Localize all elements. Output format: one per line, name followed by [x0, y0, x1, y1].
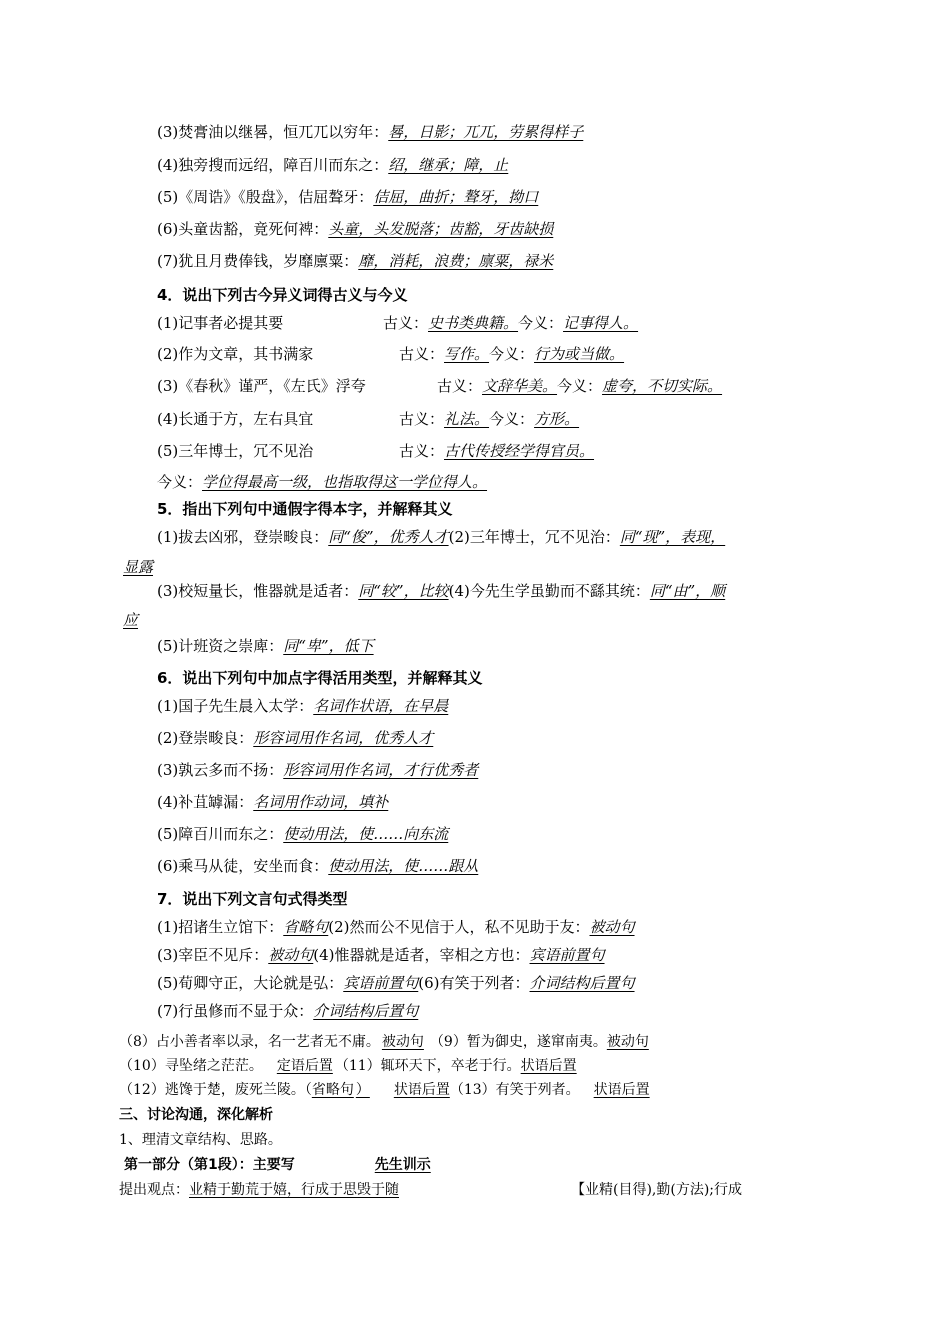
answer-text: 形容词用作名词，优秀人才: [253, 729, 434, 747]
question-text: (5)《周诰》《殷盘》，佶屈聱牙：: [157, 188, 374, 206]
answer-text: 状语后置: [393, 1082, 450, 1098]
sec5-line: [157, 581, 725, 601]
answer-text: 宾语前置句: [529, 946, 605, 964]
sec7-line: [157, 917, 635, 937]
question-text: （9）暂为御史，遂窜南夷。: [429, 1034, 607, 1050]
answer-text: 状语后置: [520, 1058, 577, 1074]
question-text: (3)孰云多而不扬：: [157, 761, 284, 779]
sec6-item: [157, 696, 448, 716]
section-4-title: 4．说出下列古今异义词得古义与今义: [157, 286, 408, 304]
question-text: (3)《春秋》谨严，《左氏》浮夸: [157, 377, 366, 395]
question-text: (1)招诸生立馆下：: [157, 918, 284, 936]
answer-text: 靡，消耗，浪费；廪粟，禄米: [358, 252, 554, 270]
sec6-item: [157, 760, 478, 780]
answer-text: 绍，继承；障，止: [388, 156, 509, 174]
question-text: (2)三年博士，冗不见治：: [448, 528, 620, 546]
answer-text: 省略句: [283, 918, 329, 936]
sec3-item: [157, 155, 508, 175]
view-line: [119, 1180, 742, 1200]
gu-answer: 礼法。: [444, 410, 490, 428]
question-text: (7)犹且月费俸钱，岁靡廪粟：: [157, 252, 359, 270]
sec4-extra: [157, 472, 487, 492]
extra-line: [119, 1056, 577, 1076]
view-answer: 业精于勤荒于嬉，行成于思毁于随: [189, 1182, 399, 1198]
answer-text: 使动用法，使……跟从: [328, 857, 479, 875]
answer-text: 使动用法，使……向东流: [283, 825, 449, 843]
answer-text: 同“由”，顺: [649, 582, 726, 600]
section-6-title: 6．说出下列句中加点字得活用类型，并解释其义: [157, 669, 483, 687]
sec4-item: [157, 313, 638, 333]
question-text: （11）辄环天下，卒老于行。: [334, 1058, 521, 1074]
jin-answer: 方形。: [534, 410, 580, 428]
section-5-title: 5．指出下列句中通假字得本字，并解释其义: [157, 500, 453, 518]
question-text: (5)三年博士，冗不见治: [157, 442, 314, 460]
gu-answer: 写作。: [444, 345, 490, 363]
question-text: （12）逃馋于楚，废死兰陵。（: [119, 1082, 312, 1098]
jin-answer: 虚夸，不切实际。: [602, 377, 723, 395]
sec4-item: [157, 376, 722, 396]
answer-text: 同“俊”，优秀人才: [328, 528, 449, 546]
answer-text: 同“现”，表现，: [619, 528, 726, 546]
sec6-item: [157, 856, 478, 876]
jin-answer: 学位得最高一级，也指取得这一学位得人。: [202, 473, 488, 491]
answer-text: 定语后置: [276, 1058, 333, 1074]
question-text: (6)有笑于列者：: [418, 974, 530, 992]
question-text: (5)荀卿守正，大论就是弘：: [157, 974, 344, 992]
part3-sub: 1、理清文章结构、思路。: [119, 1132, 282, 1148]
answer-text: 应: [123, 611, 139, 629]
answer-text: 名词用作动词，填补: [253, 793, 389, 811]
question-text: （8）占小善者率以录，名一艺者无不庸。: [119, 1034, 380, 1050]
question-text: (7)行虽修而不显于众：: [157, 1002, 314, 1020]
question-text: (4)补苴罅漏：: [157, 793, 254, 811]
jin-label: 今义：: [157, 473, 203, 491]
sec7-line: [157, 973, 635, 993]
bracket-note: 【业精(目得),勤(方法);行成: [571, 1182, 743, 1198]
answer-text: 佶屈，曲折；聱牙，拗口: [373, 188, 539, 206]
section-7-title: 7．说出下列文言句式得类型: [157, 890, 348, 908]
sec5-line: [157, 636, 374, 656]
answer-text: 状语后置: [593, 1082, 650, 1098]
jin-label: 今义：: [489, 410, 535, 428]
question-text: (6)头童齿豁，竟死何裨：: [157, 220, 329, 238]
answer-text: 形容词用作名词，才行优秀者: [283, 761, 479, 779]
answer-text: 被动句: [589, 918, 635, 936]
answer-text: 介词结构后置句: [313, 1002, 419, 1020]
gu-label: 古义：: [399, 345, 445, 363]
sec6-item: [157, 824, 448, 844]
answer-text: 头童，头发脱落；齿豁，牙齿缺损: [328, 220, 554, 238]
gu-answer: 文辞华美。: [482, 377, 558, 395]
question-text: (3)宰臣不见斥：: [157, 946, 269, 964]
gu-label: 古义：: [383, 314, 429, 332]
sec6-item: [157, 792, 388, 812]
question-text: (5)障百川而东之：: [157, 825, 284, 843]
part1-label: 第一部分（第1段）：主要写: [124, 1157, 295, 1173]
question-text: (2)作为文章，其书满家: [157, 345, 314, 363]
gu-label: 古义：: [437, 377, 483, 395]
jin-answer: 记事得人。: [563, 314, 639, 332]
view-label: 提出观点：: [119, 1182, 189, 1198]
answer-text: 介词结构后置句: [529, 974, 635, 992]
gu-answer: 史书类典籍。: [428, 314, 519, 332]
question-text: (1)记事者必提其要: [157, 314, 284, 332]
gu-label: 古义：: [399, 442, 445, 460]
question-text: (1)国子先生晨入太学：: [157, 697, 314, 715]
sec4-item: [157, 409, 579, 429]
gu-answer: 古代传授经学得官员。: [444, 442, 595, 460]
answer-text: 宾语前置句: [343, 974, 419, 992]
part3-heading: 三、讨论沟通，深化解析: [119, 1107, 273, 1123]
sec4-item: [157, 441, 594, 461]
sec3-item: [157, 219, 553, 239]
part1-answer: 先生训示: [374, 1157, 431, 1173]
sec7-line: [157, 945, 605, 965]
answer-text: 被动句: [381, 1034, 424, 1050]
question-text: (4)惟器就是适者，宰相之方也：: [313, 946, 530, 964]
answer-text: 被动句: [268, 946, 314, 964]
question-text: (3)校短量长，惟器就是适者：: [157, 582, 359, 600]
answer-text: 被动句: [606, 1034, 649, 1050]
question-text: (4)独旁搜而远绍，障百川而东之：: [157, 156, 389, 174]
question-text: （13）有笑于列者。: [449, 1082, 580, 1098]
jin-label: 今义：: [557, 377, 603, 395]
question-text: (3)焚膏油以继晷，恒兀兀以穷年：: [157, 123, 389, 141]
part1-line: [124, 1155, 461, 1175]
extra-line: [119, 1032, 655, 1052]
question-text: (5)计班资之崇庳：: [157, 637, 284, 655]
answer-text: 同“卑”，低下: [283, 637, 374, 655]
question-text: (2)然而公不见信于人，私不见助于友：: [328, 918, 590, 936]
gu-label: 古义：: [399, 410, 445, 428]
answer-text: 同“较”，比较: [358, 582, 449, 600]
sec7-line: [157, 1001, 418, 1021]
sec5-continuation: [123, 610, 138, 630]
jin-label: 今义：: [489, 345, 535, 363]
sec3-item: [157, 187, 538, 207]
question-text: (4)今先生学虽勤而不繇其统：: [448, 582, 650, 600]
question-text: (2)登崇畯良：: [157, 729, 254, 747]
jin-answer: 行为或当做。: [534, 345, 625, 363]
extra-line: [119, 1080, 650, 1100]
answer-text: 省略句: [311, 1082, 354, 1098]
answer-text: 晷，日影；兀兀，劳累得样子: [388, 123, 584, 141]
sec6-item: [157, 728, 433, 748]
answer-text: 名词作状语，在早晨: [313, 697, 449, 715]
sec4-item: [157, 344, 624, 364]
question-text: (1)拔去凶邪，登崇畯良：: [157, 528, 329, 546]
sec5-continuation: [123, 557, 153, 577]
question-text: （10）寻坠绪之茫茫。: [119, 1058, 263, 1074]
sec5-line: [157, 527, 725, 547]
answer-text: 显露: [123, 558, 154, 576]
sec3-item: [157, 122, 583, 142]
jin-label: 今义：: [518, 314, 564, 332]
question-text: (4)长通于方，左右具宜: [157, 410, 314, 428]
sec3-item: [157, 251, 553, 271]
question-text: (6)乘马从徒，安坐而食：: [157, 857, 329, 875]
paren-close: ）: [355, 1082, 370, 1098]
